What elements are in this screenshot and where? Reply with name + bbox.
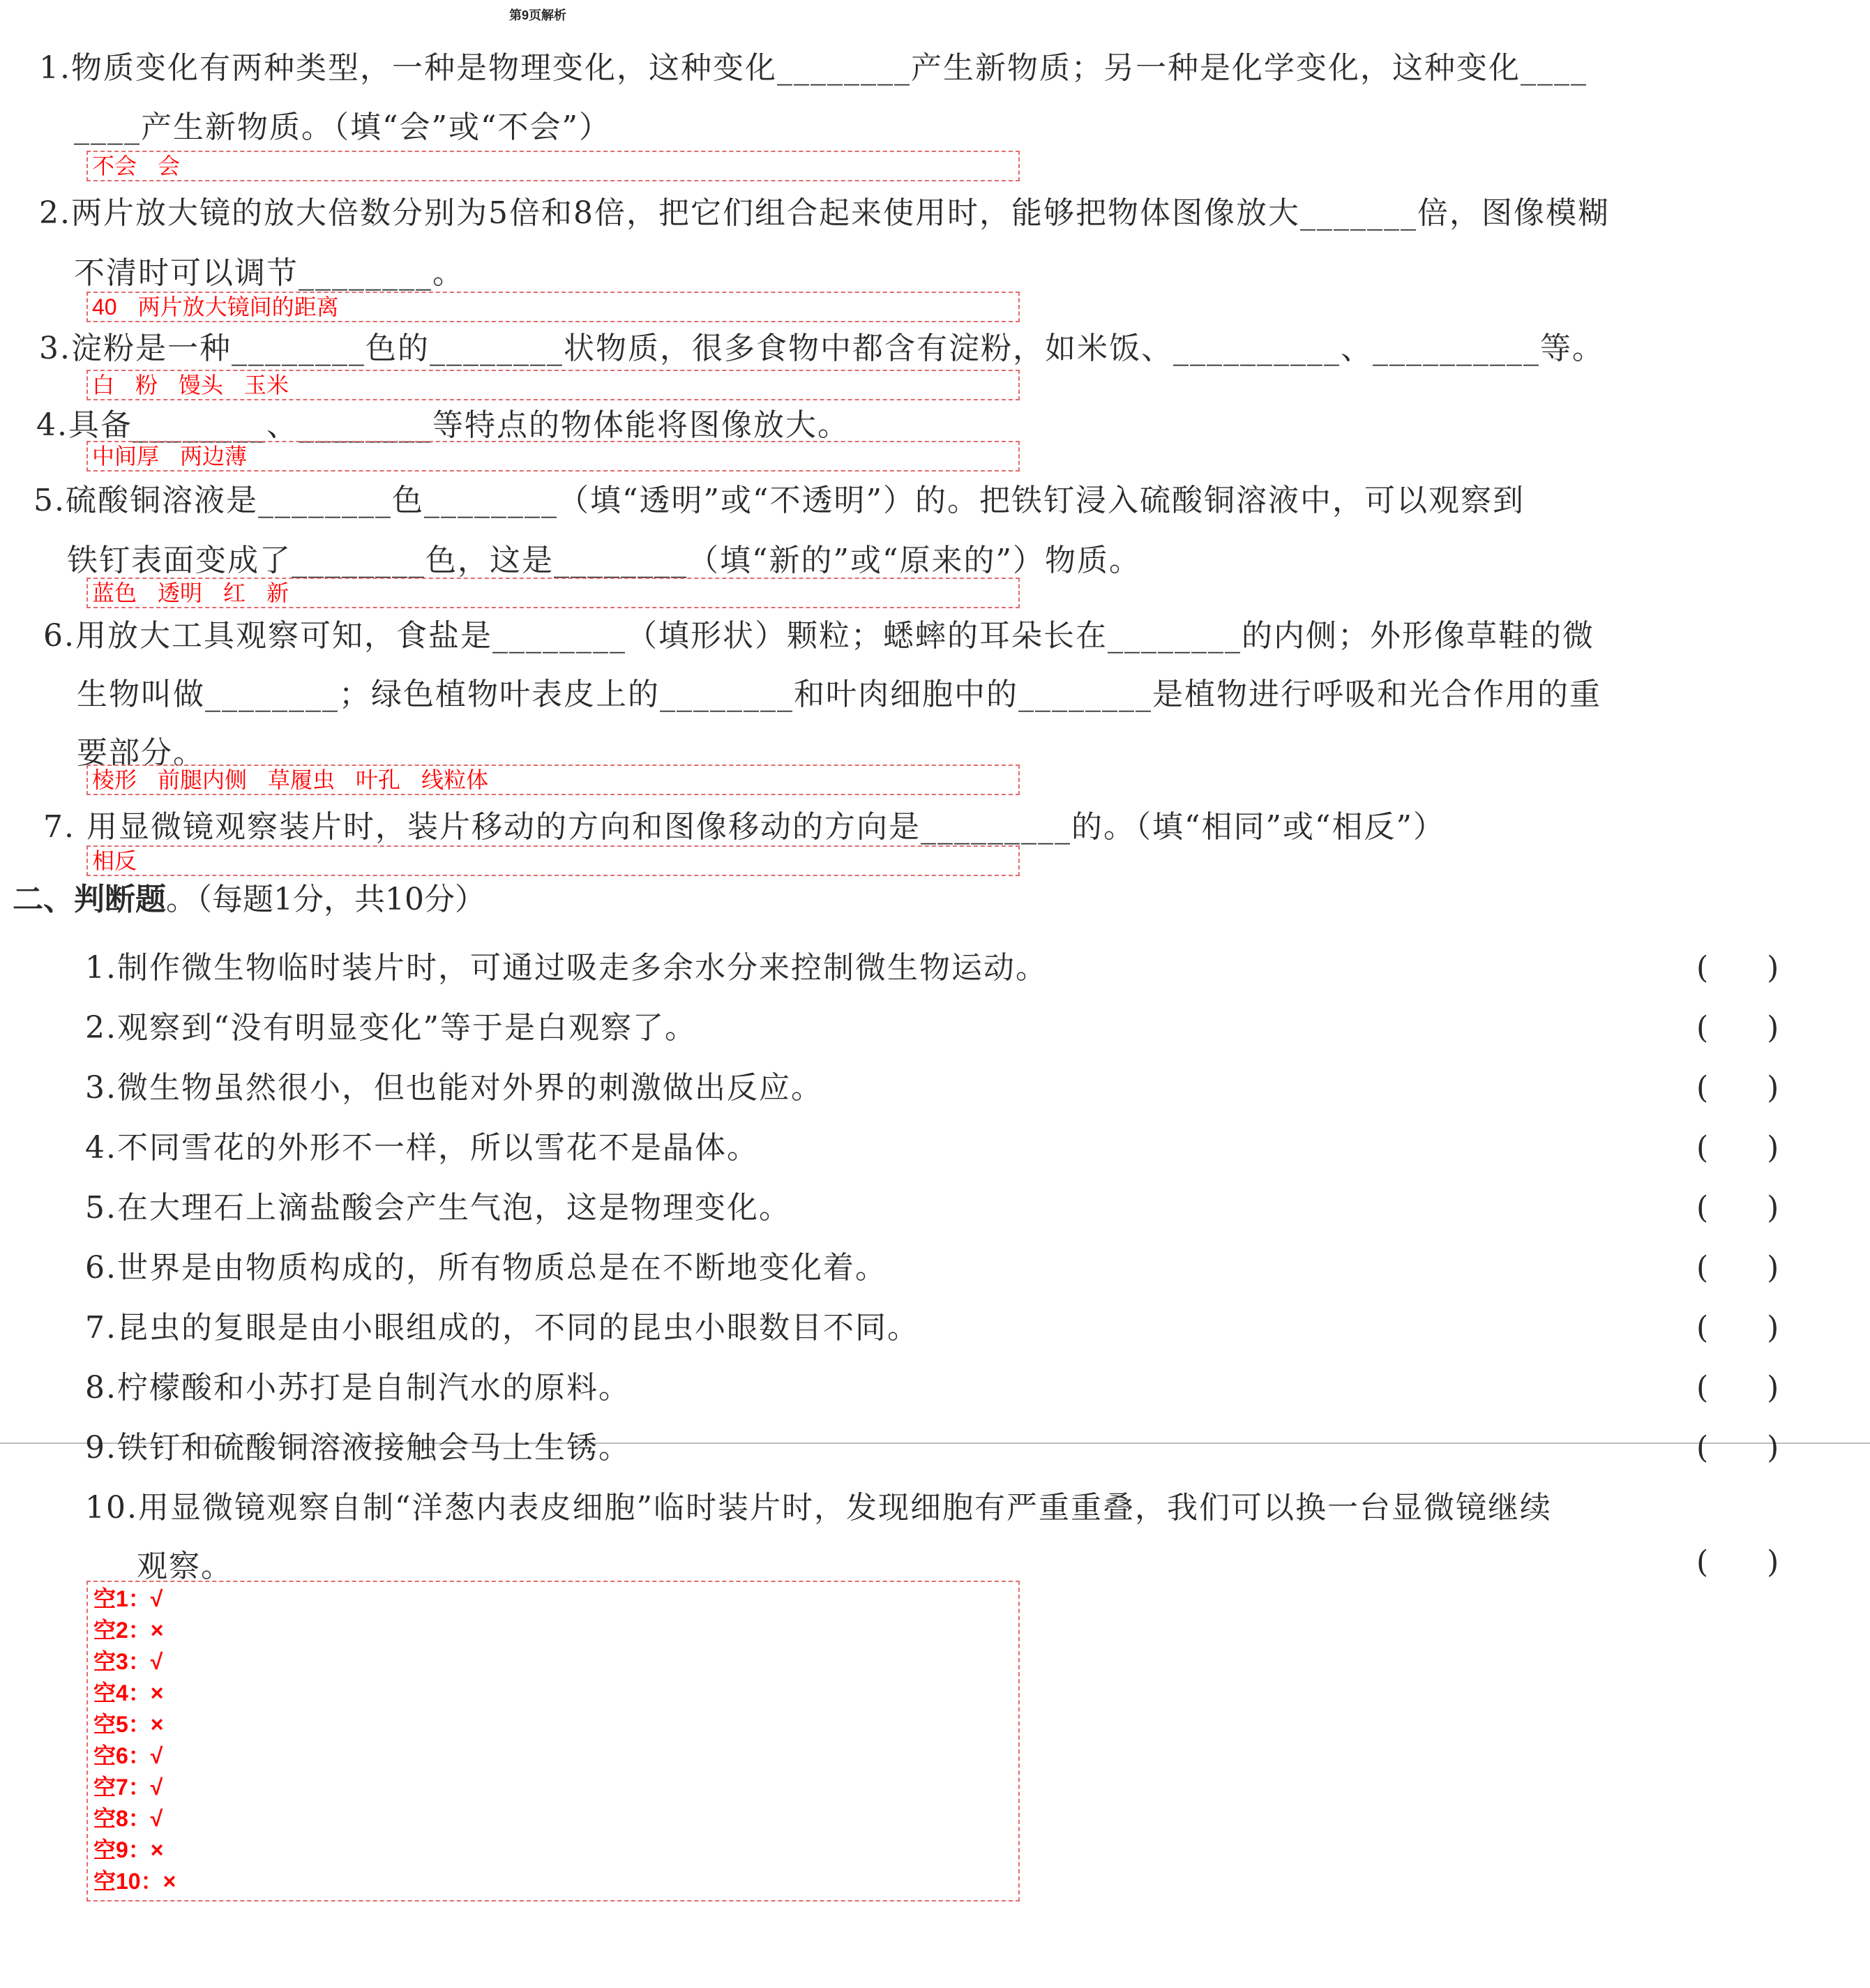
judge-answer: 空1：√ (93, 1586, 163, 1611)
answer: 草履虫 (268, 767, 335, 792)
judge-answer: 空10：× (93, 1869, 176, 1894)
answer: 40 (92, 294, 117, 319)
answer-paren: ( ) (1696, 1250, 1779, 1286)
answer: 不会 (92, 153, 137, 179)
fill-question-5-line-1: 5.硫酸铜溶液是________色________（填“透明”或“不透明”）的。把铁钉浸入硫酸铜溶液中，可以观察到 (33, 483, 1525, 518)
fill-question-7-line-1: 7. 用显微镜观察装片时，装片移动的方向和图像移动的方向是_________的。（填“相同”或“相反”） (43, 809, 1445, 845)
section-heading: 二、判断题 (13, 882, 166, 917)
judge-answer: 空5：× (93, 1712, 164, 1737)
answer-paren: ( ) (1696, 1430, 1779, 1466)
judge-item-4: 4.不同雪花的外形不一样，所以雪花不是晶体。 (85, 1130, 759, 1166)
answer-box-6 (86, 765, 1020, 795)
fill-question-1-line-1: 1.物质变化有两种类型，一种是物理变化，这种变化________产生新物质；另一种是化学变化，这种变化____ (39, 50, 1588, 86)
answer: 相反 (92, 848, 137, 873)
answer-paren: ( ) (1696, 1370, 1779, 1406)
judge-answer-box (86, 1581, 1020, 1902)
judge-item-10: 10.用显微镜观察自制“洋葱内表皮细胞”临时装片时，发现细胞有严重重叠，我们可以换一台显微镜继续 (85, 1490, 1552, 1526)
judge-answer: 空3：√ (93, 1649, 163, 1674)
judge-answer: 空6：√ (93, 1743, 163, 1768)
answer: 叶孔 (356, 767, 401, 792)
answer: 会 (158, 153, 181, 179)
fill-question-5-line-2: 铁钉表面变成了________色，这是________（填“新的”或“原来的”）物质。 (67, 543, 1141, 578)
judge-answer: 空7：√ (93, 1775, 163, 1800)
answer-paren: ( ) (1696, 1544, 1779, 1580)
answer: 线粒体 (421, 767, 489, 792)
judge-answer: 空8：√ (93, 1806, 163, 1831)
page-header: 第9页解析 (509, 8, 567, 22)
answer: 前腿内侧 (158, 767, 248, 792)
fill-question-2-line-1: 2.两片放大镜的放大倍数分别为5倍和8倍，把它们组合起来使用时，能够把物体图像放大_______倍，图像模糊 (39, 195, 1610, 231)
answer-box-1 (86, 151, 1020, 181)
fill-question-6-line-2: 生物叫做________；绿色植物叶表皮上的________和叶肉细胞中的________是植物进行呼吸和光合作用的重 (77, 677, 1601, 712)
answer: 中间厚 (92, 444, 160, 469)
fill-question-6-line-3: 要部分。 (77, 735, 205, 771)
answer: 蓝色 (92, 580, 137, 605)
answer: 两片放大镜间的距离 (137, 294, 339, 319)
answer: 红 (223, 580, 246, 605)
fill-question-6-line-1: 6.用放大工具观察可知，食盐是________（填形状）颗粒；蟋蟀的耳朵长在________的内侧；外形像草鞋的微 (43, 618, 1594, 654)
judge-item-1: 1.制作微生物临时装片时，可通过吸走多余水分来控制微生物运动。 (85, 950, 1048, 986)
section-title (13, 880, 485, 919)
answer-paren: ( ) (1696, 1070, 1779, 1106)
answer-paren: ( ) (1696, 1010, 1779, 1046)
answer: 两边薄 (180, 444, 248, 469)
judge-answer: 空4：× (93, 1680, 164, 1705)
answer: 透明 (158, 580, 203, 605)
answer-paren: ( ) (1696, 1190, 1779, 1226)
answer-paren: ( ) (1696, 1310, 1779, 1346)
judge-item-3: 3.微生物虽然很小，但也能对外界的刺激做出反应。 (85, 1070, 823, 1106)
judge-item-10-cont: 观察。 (137, 1549, 233, 1584)
judge-item-7: 7.昆虫的复眼是由小眼组成的，不同的昆虫小眼数目不同。 (85, 1310, 919, 1346)
judge-item-5: 5.在大理石上滴盐酸会产生气泡，这是物理变化。 (85, 1190, 791, 1226)
answer: 玉米 (244, 372, 289, 398)
answer-box-2 (86, 292, 1020, 322)
answer: 新 (266, 580, 289, 605)
answer-paren: ( ) (1696, 950, 1779, 986)
judge-item-8: 8.柠檬酸和小苏打是自制汽水的原料。 (85, 1370, 631, 1406)
answer-box-3 (86, 370, 1020, 400)
answer-box-4 (86, 441, 1020, 472)
fill-question-4-line-1: 4.具备________、________等特点的物体能将图像放大。 (36, 407, 850, 443)
judge-item-9: 9.铁钉和硫酸铜溶液接触会马上生锈。 (85, 1430, 631, 1466)
judge-item-2: 2.观察到“没有明显变化”等于是白观察了。 (85, 1010, 697, 1046)
judge-answer: 空9：× (93, 1837, 164, 1862)
answer: 馒头 (179, 372, 224, 398)
judge-item-6: 6.世界是由物质构成的，所有物质总是在不断地变化着。 (85, 1250, 887, 1286)
fill-question-2-line-2: 不清时可以调节________。 (74, 255, 465, 291)
fill-question-1-line-2: ____产生新物质。（填“会”或“不会”） (74, 110, 611, 145)
answer: 白 (92, 372, 115, 398)
answer-box-5 (86, 578, 1020, 608)
answer: 粉 (135, 372, 158, 398)
fill-question-3-line-1: 3.淀粉是一种________色的________状物质，很多食物中都含有淀粉，如米饭、__________、__________等。 (39, 331, 1604, 366)
answer-box-7 (86, 845, 1020, 876)
answer-paren: ( ) (1696, 1130, 1779, 1166)
section-note: 。（每题1分，共10分） (166, 882, 485, 917)
judge-answer: 空2：× (93, 1618, 164, 1643)
answer: 棱形 (92, 767, 137, 792)
